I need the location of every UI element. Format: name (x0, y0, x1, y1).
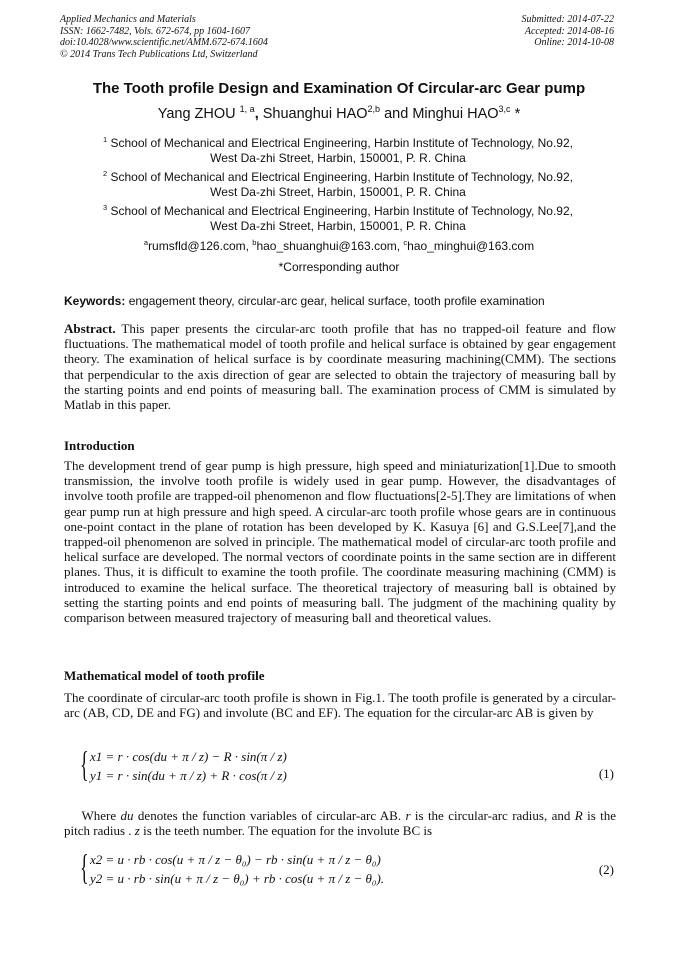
accepted-date: Accepted: 2014-08-16 (524, 25, 614, 37)
affiliation-line: School of Mechanical and Electrical Engineering, Harbin Institute of Technology, No.92, (110, 170, 573, 184)
affiliation-line: School of Mechanical and Electrical Engineering, Harbin Institute of Technology, No.92, (110, 204, 573, 218)
symbol-du: du (120, 808, 134, 823)
abstract-label: Abstract. (64, 321, 116, 336)
affiliation-line: West Da-zhi Street, Harbin, 150001, P. R. China (210, 219, 466, 233)
where-text (64, 808, 616, 838)
affiliation-line: School of Mechanical and Electrical Engineering, Harbin Institute of Technology, No.92, (110, 136, 573, 150)
affiliation-number: 3 (102, 203, 108, 212)
keywords (64, 294, 624, 308)
equation-brace: { (80, 744, 89, 784)
journal-header-right (522, 14, 615, 49)
email-line (0, 238, 678, 253)
symbol-z: z (134, 823, 140, 839)
section-heading-model: Mathematical model of tooth profile (64, 668, 265, 683)
journal-name: Applied Mechanics and Materials (60, 14, 196, 25)
online-date: Online: 2014-10-08 (534, 37, 614, 48)
equation-brace: { (80, 847, 89, 887)
affiliation (60, 200, 616, 234)
model-text: The coordinate of circular-arc tooth profile is shown in Fig.1. The tooth profile is generated by a circular-arc (AB, CD, DE and FG) and involute (BC and EF). The equation for the circular-arc AB is given by (64, 690, 616, 721)
where-text-part: is the circular-arc radius, and (410, 808, 575, 823)
where-text-part: is the teeth number. The equation for the involute BC is (139, 823, 433, 839)
symbol-R: R (574, 808, 583, 823)
equation-2-line-2-text: y2 = u · rb · sin(u + π / z − θ₀) + rb · cos(u + π / z − θ₀) (90, 871, 381, 886)
equation-1-number: (1) (598, 766, 614, 781)
abstract-text: This paper presents the circular-arc tooth profile that has no trapped-oil feature and flow fluctuations. The mathematical model of tooth profile and helical surface is obtained by gear engagement theory. The examination of helical surface is by coordinate measuring machining(CMM). The sections that perpendicular to the axis direction of gear are selected to obtain the trajectory of measuring ball by the starting points and end points of measuring ball. The examination process of CMM is simulated by Matlab in this paper. (64, 321, 616, 413)
equation-1-line-2: y1 = r · sin(du + π / z) + R · cos(π / z) (90, 768, 287, 783)
author-affiliation-mark: 3,c (498, 104, 511, 114)
affiliation-number: 2 (102, 169, 108, 178)
where-text-part: Where (81, 808, 121, 823)
journal-doi: doi:10.4028/www.scientific.net/AMM.672-674.1604 (60, 37, 268, 48)
section-heading-introduction: Introduction (64, 438, 135, 453)
author-name: Yang ZHOU (157, 105, 236, 122)
equation-2-line-2 (90, 871, 384, 887)
author-connector: and (380, 105, 413, 122)
email-address[interactable]: hao_shuanghui@163.com, (256, 239, 404, 253)
journal-header-left (60, 14, 268, 60)
corresponding-author-note: *Corresponding author (278, 260, 400, 274)
email-address[interactable]: rumsfld@126.com, (148, 239, 253, 253)
email-address[interactable]: hao_minghui@163.com (407, 239, 535, 253)
affiliation (60, 166, 616, 200)
equation-1 (80, 744, 380, 787)
keywords-text: engagement theory, circular-arc gear, helical surface, tooth profile examination (125, 294, 545, 308)
author-name: Shuanghui HAO (262, 105, 368, 122)
email-mark: a (143, 238, 149, 247)
author-affiliation-mark: 1, a (239, 104, 255, 114)
where-text-part: denotes the function variables of circular-arc AB. (133, 808, 406, 823)
paper-title: The Tooth profile Design and Examination Of Circular-arc Gear pump (92, 80, 586, 97)
introduction-text: The development trend of gear pump is high pressure, high speed and miniaturization[1].Due to smooth transmission, the involve tooth profile is widely used in gear pump. However, the disadvantages of involve tooth profile are trapped-oil phenomenon and flow fluctuations[2-5].They are limitations of when gear pump run at high pressure and high speed. A circular-arc tooth profile whose gears are in continuous one-point contact in the plane of rotation has been developed by K. Kasuya [6] and G.S.Lee[7],and the trapped-oil phenomenon are solved in principle. The mathematical model of circular-arc tooth profile and helical surface are developed. The normal vectors of coordinate points in the same section are in different planes. Thus, it is difficult to examine the tooth profile. The coordinate measuring machining (CMM) is introduced to examine the helical surface. The theoretical trajectory of measuring ball is obtained by setting the starting points and end points of measuring ball. The judgment of the machining quality by comparison between measured trajectory of measuring ball and theoretical values. (64, 458, 616, 626)
equation-2 (80, 847, 500, 890)
equation-2-line-1: x2 = u · rb · cos(u + π / z − θ₀) − rb · sin(u + π / z − θ₀) (90, 852, 381, 867)
author-list: Yang ZHOU $^{1, a}$, Shuanghui HAO$^{2,b}$ and Minghui HAO$^{3,c}$ * (157, 104, 521, 122)
journal-issn: ISSN: 1662-7482, Vols. 672-674, pp 1604-1607 (60, 25, 250, 37)
author-name: Minghui HAO (412, 105, 499, 122)
equation-2-number: (2) (598, 862, 614, 877)
affiliation (60, 132, 616, 166)
symbol-r: r (405, 808, 411, 823)
equation-2-tail: . (380, 871, 385, 886)
affiliation-line: West Da-zhi Street, Harbin, 150001, P. R. China (210, 185, 466, 199)
email-mark: c (403, 238, 408, 247)
abstract (64, 321, 616, 412)
journal-copyright: © 2014 Trans Tech Publications Ltd, Switzerland (60, 48, 258, 60)
email-mark: b (252, 238, 257, 247)
keywords-label: Keywords: (64, 294, 126, 308)
affiliation-line: West Da-zhi Street, Harbin, 150001, P. R. China (210, 151, 466, 165)
author-affiliation-mark: 2,b (367, 104, 381, 114)
affiliation-number: 1 (102, 135, 108, 144)
where-text-part: is the pitch radius . (64, 808, 617, 839)
corresponding-star: * (514, 105, 521, 122)
equation-1-line-1: x1 = r · cos(du + π / z) − R · sin(π / z) (90, 749, 287, 764)
submitted-date: Submitted: 2014-07-22 (521, 14, 614, 25)
